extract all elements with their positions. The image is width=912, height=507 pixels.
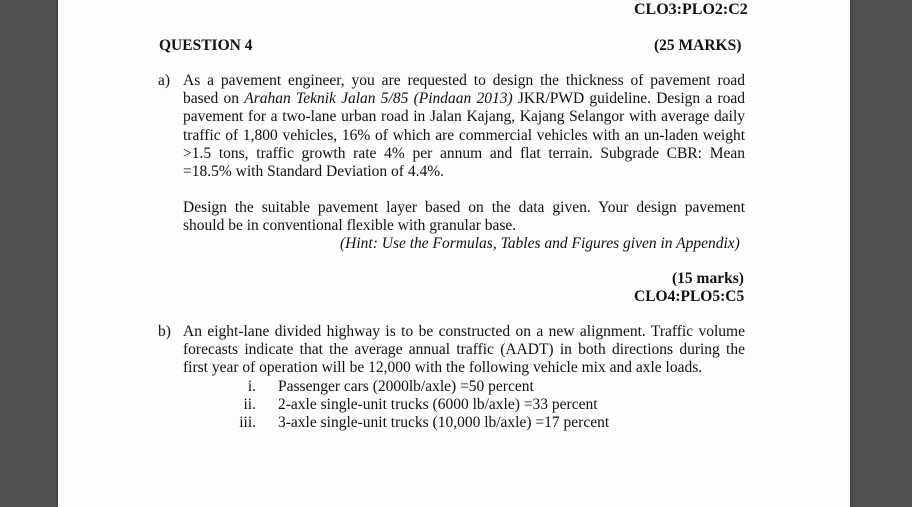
list-item-number: i. xyxy=(247,378,256,395)
part-a-line: As a pavement engineer, you are requested to design the thickness of pavement road xyxy=(183,72,745,89)
part-b-paragraph xyxy=(183,323,745,378)
document-page xyxy=(58,0,850,507)
part-b-line: first year of operation will be 12,000 with the following vehicle mix and axle loads. xyxy=(183,359,703,377)
part-b-label: b) xyxy=(158,323,171,340)
part-a-marks: (15 marks) xyxy=(672,270,744,287)
header-code: CLO3:PLO2:C2 xyxy=(634,1,748,18)
part-a-line: based on Arahan Teknik Jalan 5/85 (Pindaan 2013) JKR/PWD guideline. Design a road xyxy=(183,90,746,108)
part-a-line: >1.5 tons, traffic growth rate 4% per annum and flat terrain. Subgrade CBR: Mean xyxy=(183,144,745,162)
part-b-line: forecasts indicate that the average annual traffic (AADT) in both directions during the xyxy=(183,341,745,359)
hint-text: (Hint: Use the Formulas, Tables and Figures given in Appendix) xyxy=(340,235,740,252)
question-marks: (25 MARKS) xyxy=(654,37,742,54)
part-a-line: =18.5% with Standard Deviation of 4.4%. xyxy=(183,163,445,181)
design-line: Design the suitable pavement layer based on the data given. Your design pavement xyxy=(183,199,745,216)
part-b-line: An eight-lane divided highway is to be constructed on a new alignment. Traffic volume xyxy=(183,323,745,340)
list-item-text: Passenger cars (2000lb/axle) =50 percent xyxy=(278,378,534,395)
part-a-label: a) xyxy=(158,72,171,89)
part-a-design-paragraph xyxy=(183,199,745,235)
part-a-paragraph xyxy=(183,72,745,181)
part-a-code: CLO4:PLO5:C5 xyxy=(634,288,745,305)
guideline-title: Arahan Teknik Jalan 5/85 (Pindaan 2013) xyxy=(244,90,513,108)
part-a-line: pavement for a two-lane urban road in Jalan Kajang, Kajang Selangor with average daily xyxy=(183,108,745,126)
design-line: should be in conventional flexible with granular base. xyxy=(183,217,517,235)
list-item-number: iii. xyxy=(239,414,256,431)
list-item-text: 2-axle single-unit trucks (6000 lb/axle) =33 percent xyxy=(278,396,598,413)
part-a-line: traffic of 1,800 vehicles, 16% of which are commercial vehicles with an un-laden weight xyxy=(183,126,745,144)
question-title: QUESTION 4 xyxy=(159,37,253,54)
list-item-number: ii. xyxy=(243,396,256,413)
list-item-text: 3-axle single-unit trucks (10,000 lb/axle) =17 percent xyxy=(278,414,610,431)
